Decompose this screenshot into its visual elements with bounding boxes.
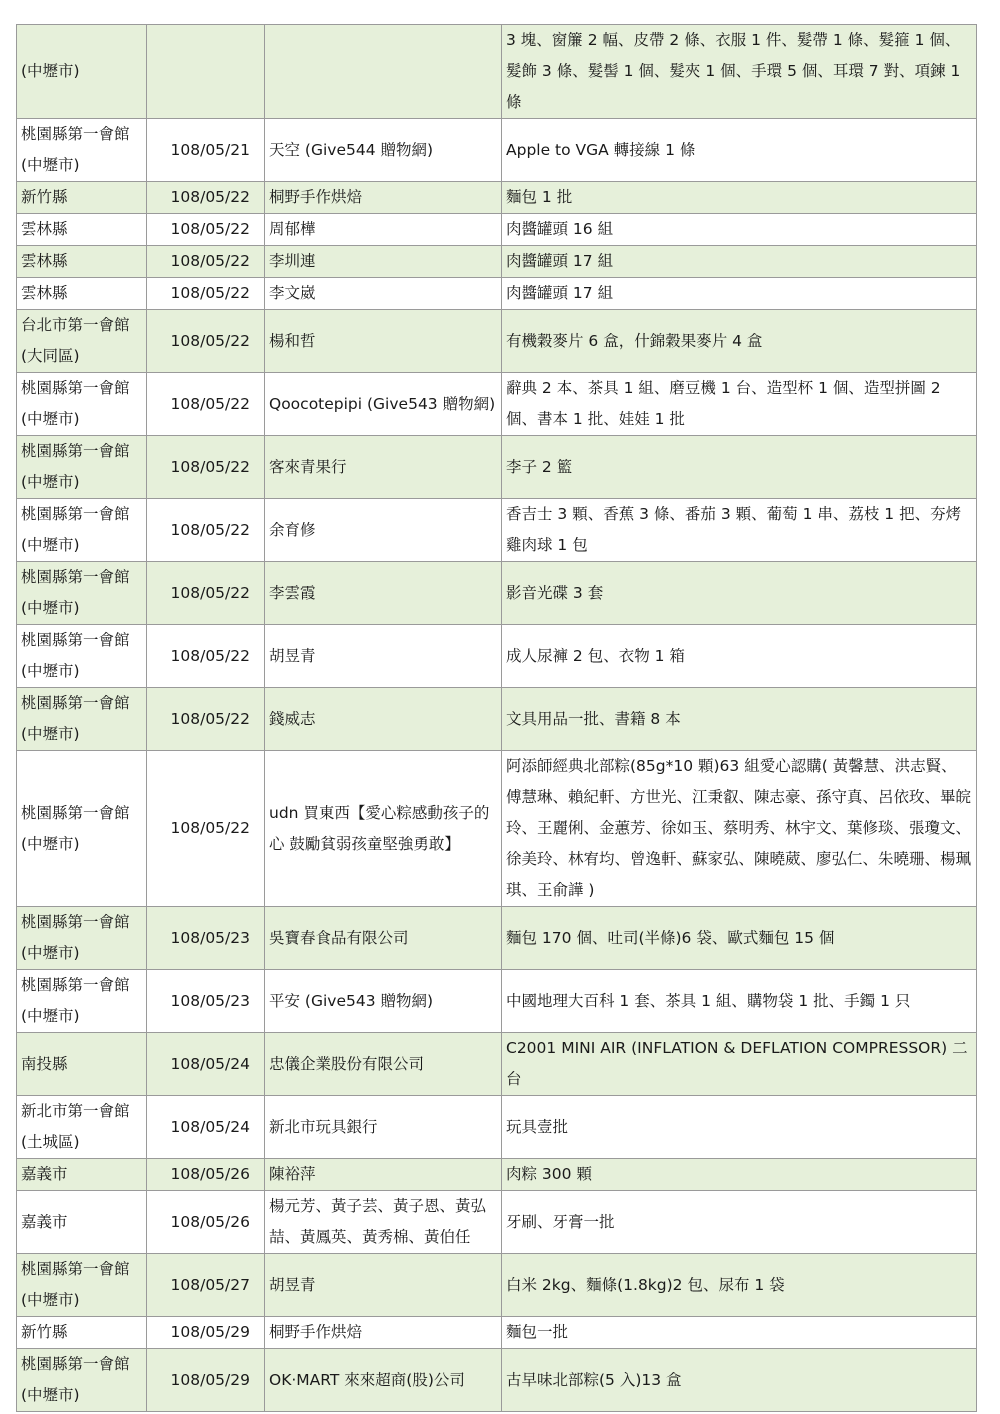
unit-cell: 桃園縣第一會館(中壢市)	[17, 751, 147, 907]
date-cell: 108/05/26	[147, 1191, 265, 1254]
unit-cell: 桃園縣第一會館(中壢市)	[17, 970, 147, 1033]
unit-cell: 桃園縣第一會館(中壢市)	[17, 688, 147, 751]
unit-cell: 桃園縣第一會館(中壢市)	[17, 1254, 147, 1317]
items-cell: 玩具壹批	[502, 1096, 977, 1159]
date-cell: 108/05/22	[147, 562, 265, 625]
unit-cell: 新北市第一會館(土城區)	[17, 1096, 147, 1159]
unit-cell: 桃園縣第一會館(中壢市)	[17, 373, 147, 436]
donor-cell: 錢威志	[265, 688, 502, 751]
donor-cell: 陳裕萍	[265, 1159, 502, 1191]
donation-table	[16, 24, 977, 1412]
date-cell: 108/05/29	[147, 1349, 265, 1412]
donor-cell: 周郁樺	[265, 214, 502, 246]
items-cell: 文具用品一批、書籍 8 本	[502, 688, 977, 751]
items-cell: 牙刷、牙膏一批	[502, 1191, 977, 1254]
unit-cell: 嘉義市	[17, 1159, 147, 1191]
unit-cell: 台北市第一會館(大同區)	[17, 310, 147, 373]
date-cell: 108/05/22	[147, 278, 265, 310]
table-row	[17, 246, 977, 278]
date-cell: 108/05/29	[147, 1317, 265, 1349]
items-cell: 3 塊、窗簾 2 幅、皮帶 2 條、衣服 1 件、髮帶 1 條、髮箍 1 個、髮飾 3 條、髮髻 1 個、髮夾 1 個、手環 5 個、耳環 7 對、項鍊 1 條	[502, 25, 977, 119]
table-row	[17, 25, 977, 119]
donor-cell: 平安 (Give543 贈物網)	[265, 970, 502, 1033]
items-cell: 麵包 170 個、吐司(半條)6 袋、歐式麵包 15 個	[502, 907, 977, 970]
unit-cell: 桃園縣第一會館(中壢市)	[17, 625, 147, 688]
table-row	[17, 907, 977, 970]
donor-cell: 楊元芳、黃子芸、黃子恩、黃弘喆、黃鳳英、黃秀棉、黃伯任	[265, 1191, 502, 1254]
donation-table-body	[17, 25, 977, 1412]
donor-cell: 李圳連	[265, 246, 502, 278]
date-cell: 108/05/22	[147, 625, 265, 688]
date-cell: 108/05/22	[147, 214, 265, 246]
table-row	[17, 119, 977, 182]
donor-cell: 忠儀企業股份有限公司	[265, 1033, 502, 1096]
unit-cell: 雲林縣	[17, 278, 147, 310]
date-cell: 108/05/22	[147, 499, 265, 562]
donor-cell: 桐野手作烘焙	[265, 182, 502, 214]
unit-cell: 桃園縣第一會館(中壢市)	[17, 119, 147, 182]
items-cell: 肉醬罐頭 16 組	[502, 214, 977, 246]
donor-cell: 胡昱青	[265, 1254, 502, 1317]
table-row	[17, 625, 977, 688]
table-row	[17, 1159, 977, 1191]
donor-cell: 桐野手作烘焙	[265, 1317, 502, 1349]
unit-cell: 桃園縣第一會館(中壢市)	[17, 562, 147, 625]
donor-cell: udn 買東西【愛心粽感動孩子的心 鼓勵貧弱孩童堅強勇敢】	[265, 751, 502, 907]
table-row	[17, 182, 977, 214]
table-row	[17, 436, 977, 499]
table-row	[17, 310, 977, 373]
date-cell: 108/05/22	[147, 246, 265, 278]
date-cell: 108/05/22	[147, 182, 265, 214]
unit-cell: (中壢市)	[17, 25, 147, 119]
items-cell: 影音光碟 3 套	[502, 562, 977, 625]
items-cell: 肉醬罐頭 17 組	[502, 278, 977, 310]
items-cell: Apple to VGA 轉接線 1 條	[502, 119, 977, 182]
donor-cell: 吳寶春食品有限公司	[265, 907, 502, 970]
table-row	[17, 499, 977, 562]
table-row	[17, 214, 977, 246]
donor-cell	[265, 25, 502, 119]
unit-cell: 新竹縣	[17, 1317, 147, 1349]
items-cell: 成人尿褲 2 包、衣物 1 箱	[502, 625, 977, 688]
date-cell: 108/05/22	[147, 373, 265, 436]
unit-cell: 新竹縣	[17, 182, 147, 214]
items-cell: 麵包 1 批	[502, 182, 977, 214]
donor-cell: 李文崴	[265, 278, 502, 310]
donor-cell: OK‧MART 來來超商(股)公司	[265, 1349, 502, 1412]
unit-cell: 南投縣	[17, 1033, 147, 1096]
date-cell: 108/05/21	[147, 119, 265, 182]
date-cell: 108/05/23	[147, 907, 265, 970]
items-cell: 肉醬罐頭 17 組	[502, 246, 977, 278]
table-row	[17, 1033, 977, 1096]
date-cell: 108/05/22	[147, 688, 265, 751]
table-row	[17, 373, 977, 436]
table-row	[17, 1096, 977, 1159]
donor-cell: Qoocotepipi (Give543 贈物網)	[265, 373, 502, 436]
table-row	[17, 751, 977, 907]
unit-cell: 桃園縣第一會館(中壢市)	[17, 499, 147, 562]
date-cell	[147, 25, 265, 119]
date-cell: 108/05/22	[147, 751, 265, 907]
items-cell: C2001 MINI AIR (INFLATION & DEFLATION COMPRESSOR) 二台	[502, 1033, 977, 1096]
unit-cell: 桃園縣第一會館(中壢市)	[17, 436, 147, 499]
items-cell: 麵包一批	[502, 1317, 977, 1349]
unit-cell: 雲林縣	[17, 214, 147, 246]
items-cell: 辭典 2 本、茶具 1 組、磨豆機 1 台、造型杯 1 個、造型拼圖 2 個、書本 1 批、娃娃 1 批	[502, 373, 977, 436]
unit-cell: 嘉義市	[17, 1191, 147, 1254]
donor-cell: 客來青果行	[265, 436, 502, 499]
table-row	[17, 1191, 977, 1254]
items-cell: 白米 2kg、麵條(1.8kg)2 包、尿布 1 袋	[502, 1254, 977, 1317]
table-row	[17, 562, 977, 625]
unit-cell: 桃園縣第一會館(中壢市)	[17, 1349, 147, 1412]
items-cell: 古早味北部粽(5 入)13 盒	[502, 1349, 977, 1412]
donor-cell: 新北市玩具銀行	[265, 1096, 502, 1159]
items-cell: 李子 2 籃	[502, 436, 977, 499]
date-cell: 108/05/26	[147, 1159, 265, 1191]
date-cell: 108/05/24	[147, 1033, 265, 1096]
table-row	[17, 278, 977, 310]
table-row	[17, 1349, 977, 1412]
date-cell: 108/05/24	[147, 1096, 265, 1159]
table-row	[17, 1254, 977, 1317]
unit-cell: 雲林縣	[17, 246, 147, 278]
date-cell: 108/05/27	[147, 1254, 265, 1317]
items-cell: 中國地理大百科 1 套、茶具 1 組、購物袋 1 批、手鐲 1 只	[502, 970, 977, 1033]
date-cell: 108/05/22	[147, 310, 265, 373]
date-cell: 108/05/23	[147, 970, 265, 1033]
table-row	[17, 1317, 977, 1349]
items-cell: 有機穀麥片 6 盒，什錦穀果麥片 4 盒	[502, 310, 977, 373]
items-cell: 阿添師經典北部粽(85g*10 顆)63 組愛心認購( 黃馨慧、洪志賢、傅慧琳、賴紀軒、方世光、江秉叡、陳志豪、孫守真、呂依玫、畢皖玲、王麗俐、金蕙芳、徐如玉、蔡明秀、林宇文、葉修琰、張瓊文、徐美玲、林宥均、曾逸軒、蘇家弘、陳曉葳、廖弘仁、朱曉珊、楊珮琪、王俞譁 )	[502, 751, 977, 907]
items-cell: 肉粽 300 顆	[502, 1159, 977, 1191]
table-row	[17, 970, 977, 1033]
date-cell: 108/05/22	[147, 436, 265, 499]
table-row	[17, 688, 977, 751]
donor-cell: 胡昱青	[265, 625, 502, 688]
donor-cell: 天空 (Give544 贈物網)	[265, 119, 502, 182]
donor-cell: 楊和哲	[265, 310, 502, 373]
donor-cell: 李雲霞	[265, 562, 502, 625]
items-cell: 香吉士 3 顆、香蕉 3 條、番茄 3 顆、葡萄 1 串、荔枝 1 把、夯烤雞肉球 1 包	[502, 499, 977, 562]
donor-cell: 余育修	[265, 499, 502, 562]
unit-cell: 桃園縣第一會館(中壢市)	[17, 907, 147, 970]
